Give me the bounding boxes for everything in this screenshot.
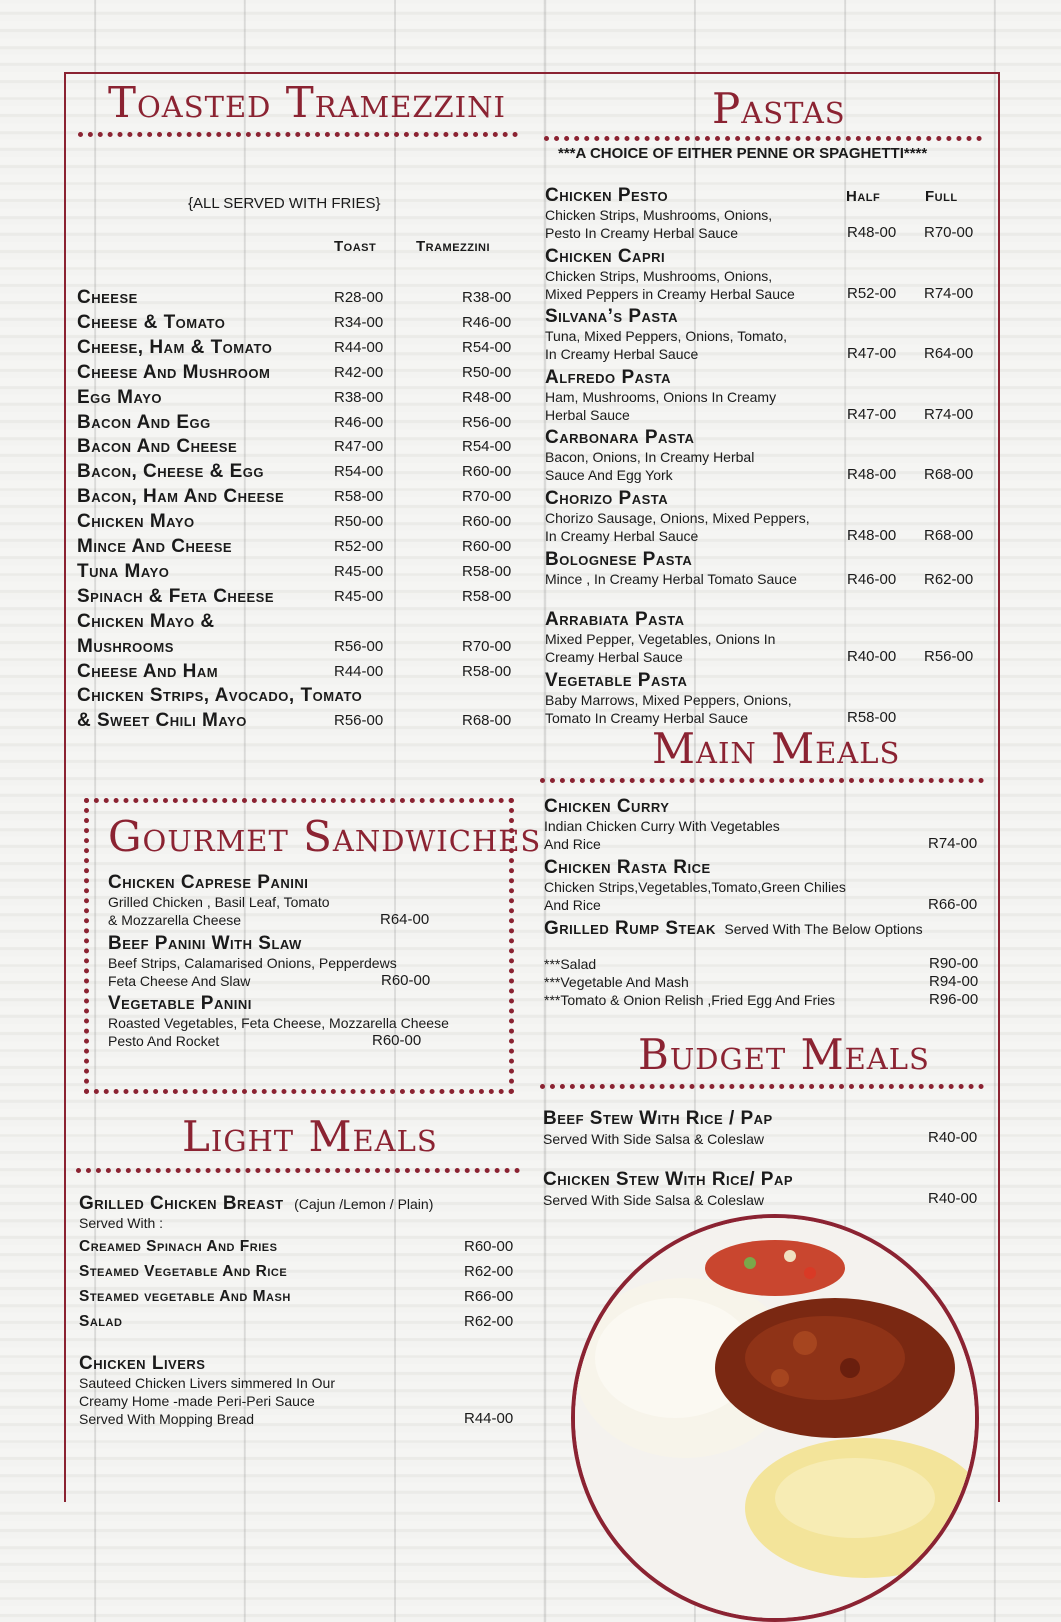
light-option-name: Steamed Vegetable And Rice <box>79 1263 288 1280</box>
pasta-half-price: R48-00 <box>847 527 897 544</box>
pasta-full-price: R68-00 <box>924 466 974 484</box>
steak-option-price: R96-00 <box>929 991 979 1008</box>
tramezzini-toast-price: R42-00 <box>334 363 384 381</box>
pasta-item-name: Silvana’s Pasta <box>545 306 678 328</box>
light-divider <box>76 1168 520 1173</box>
tramezzini-tram-price: R50-00 <box>462 363 512 381</box>
pasta-half-price: R52-00 <box>847 284 897 302</box>
pasta-item-desc: Ham, Mushrooms, Onions In Creamy <box>545 388 777 405</box>
tramezzini-item-name: Mushrooms <box>77 635 174 657</box>
tramezzini-item-name: Cheese <box>77 287 138 308</box>
rump-steak-note: Served With The Below Options <box>724 921 923 937</box>
pasta-item-name: Arrabiata Pasta <box>545 609 685 631</box>
pasta-item-name: Alfredo Pasta <box>545 366 672 388</box>
pasta-half-price: R58-00 <box>847 708 897 726</box>
main-item-name: Chicken Rasta Rice <box>544 857 711 878</box>
gourmet-item-desc: Roasted Vegetables, Feta Cheese, Mozzarella Cheese <box>108 1015 449 1031</box>
main-item-price: R66-00 <box>928 896 978 913</box>
main-divider <box>540 778 984 783</box>
steak-option-name: ***Tomato & Onion Relish ,Fried Egg And Fries <box>544 992 836 1008</box>
pasta-item-desc: Baby Marrows, Mixed Peppers, Onions, <box>545 691 792 708</box>
light-title: Light Meals <box>182 1112 438 1161</box>
pasta-half-price: R47-00 <box>847 345 897 363</box>
pasta-item-name: Bolognese Pasta <box>545 548 693 570</box>
rump-steak-row <box>544 918 923 940</box>
tramezzini-item-name: Chicken Strips, Avocado, Tomato <box>77 685 363 707</box>
tramezzini-item-name: Mince And Cheese <box>77 536 233 557</box>
pasta-item-desc: Bacon, Onions, In Creamy Herbal <box>545 449 755 466</box>
pastas-divider <box>544 136 982 141</box>
pasta-item-desc: Chicken Strips, Mushrooms, Onions, <box>545 267 773 284</box>
tramezzini-toast-price: R56-00 <box>334 712 384 730</box>
col-tramezzini-header: Tramezzini <box>416 238 491 255</box>
main-item-desc: Indian Chicken Curry With Vegetables <box>544 818 780 834</box>
tramezzini-toast-price: R56-00 <box>334 637 384 655</box>
pasta-item-desc: Sauce And Egg York <box>545 467 673 484</box>
col-toast-header: Toast <box>334 238 377 255</box>
pasta-full-price: R74-00 <box>924 405 974 423</box>
tramezzini-item-name: & Sweet Chili Mayo <box>77 710 247 732</box>
grilled-breast-row <box>79 1193 433 1215</box>
pasta-full-price: R56-00 <box>924 648 974 666</box>
pasta-item-name: Vegetable Pasta <box>545 669 688 691</box>
tramezzini-toast-price: R34-00 <box>334 313 384 331</box>
light-option-price: R62-00 <box>464 1263 514 1280</box>
tramezzini-item-name: Chicken Mayo <box>77 511 195 533</box>
tramezzini-tram-price: R56-00 <box>462 413 512 431</box>
tramezzini-tram-price: R60-00 <box>462 463 512 481</box>
steak-option-name: ***Salad <box>544 956 597 972</box>
budget-item-name: Chicken Stew With Rice/ Pap <box>543 1169 794 1190</box>
tramezzini-item-name: Cheese, Ham & Tomato <box>77 336 273 358</box>
tramezzini-item-name: Bacon, Ham And Cheese <box>77 486 285 508</box>
budget-item-desc: Served With Side Salsa & Coleslaw <box>543 1192 764 1208</box>
main-item-desc: And Rice <box>544 897 601 913</box>
light-option-name: Salad <box>79 1313 123 1330</box>
tramezzini-title: Toasted Tramezzini <box>108 78 506 127</box>
pasta-item-desc: Herbal Sauce <box>545 406 630 423</box>
light-option-name: Creamed Spinach And Fries <box>79 1238 278 1255</box>
tramezzini-tram-price: R48-00 <box>462 388 512 406</box>
pasta-item-name: Chicken Pesto <box>545 185 669 206</box>
pasta-item-desc: Creamy Herbal Sauce <box>545 649 683 666</box>
food-photo <box>571 1214 979 1622</box>
pasta-item-desc: Tomato In Creamy Herbal Sauce <box>545 709 749 726</box>
tramezzini-toast-price: R45-00 <box>334 562 384 580</box>
budget-item-price: R40-00 <box>928 1129 978 1146</box>
tramezzini-toast-price: R45-00 <box>334 587 384 605</box>
light-option-price: R62-00 <box>464 1313 514 1330</box>
chicken-livers-price: R44-00 <box>464 1410 514 1427</box>
chicken-livers-desc-2: Creamy Home -made Peri-Peri Sauce <box>79 1393 315 1409</box>
tramezzini-toast-price: R44-00 <box>334 662 384 680</box>
col-full-header: Full <box>925 188 958 205</box>
steak-option-name: ***Vegetable And Mash <box>544 974 689 990</box>
tramezzini-toast-price: R28-00 <box>334 289 384 306</box>
tramezzini-tram-price: R58-00 <box>462 562 512 580</box>
tramezzini-tram-price: R60-00 <box>462 513 512 531</box>
tramezzini-item-name: Cheese And Ham <box>77 660 219 682</box>
pasta-item-desc: Tuna, Mixed Peppers, Onions, Tomato, <box>545 328 788 345</box>
main-title: Main Meals <box>652 724 901 773</box>
tramezzini-divider <box>78 132 518 137</box>
tramezzini-tram-price: R54-00 <box>462 338 512 356</box>
tramezzini-item-name: Spinach & Feta Cheese <box>77 585 274 607</box>
gourmet-item-price: R60-00 <box>381 972 431 989</box>
tramezzini-toast-price: R38-00 <box>334 388 384 406</box>
gourmet-title: Gourmet Sandwiches <box>108 812 542 861</box>
pasta-full-price: R70-00 <box>924 224 974 241</box>
tramezzini-tram-price: R68-00 <box>462 712 512 730</box>
gourmet-item-desc: Grilled Chicken , Basil Leaf, Tomato <box>108 894 330 910</box>
col-half-header: Half <box>846 188 881 205</box>
pastas-title: Pastas <box>712 84 846 133</box>
light-option-price: R60-00 <box>464 1238 514 1255</box>
tramezzini-tram-price: R70-00 <box>462 637 512 655</box>
pasta-item-desc: In Creamy Herbal Sauce <box>545 528 699 544</box>
tramezzini-toast-price: R44-00 <box>334 338 384 356</box>
grilled-breast-options: (Cajun /Lemon / Plain) <box>294 1196 434 1212</box>
tramezzini-tram-price: R70-00 <box>462 488 512 506</box>
tramezzini-item-name: Bacon And Cheese <box>77 436 238 458</box>
main-item-name: Chicken Curry <box>544 796 670 817</box>
pasta-item-name: Chicken Capri <box>545 245 666 267</box>
gourmet-item-desc: Beef Strips, Calamarised Onions, Pepperdews <box>108 955 397 971</box>
chicken-livers-desc-1: Sauteed Chicken Livers simmered In Our <box>79 1375 335 1391</box>
pastas-note: ***A CHOICE OF EITHER PENNE OR SPAGHETTI**** <box>558 145 928 162</box>
gourmet-item-desc: Pesto And Rocket <box>108 1033 220 1049</box>
tramezzini-item-name: Egg Mayo <box>77 386 162 408</box>
pasta-half-price: R47-00 <box>847 405 897 423</box>
gourmet-item-name: Beef Panini With Slaw <box>108 933 302 954</box>
pasta-item-desc: Mixed Peppers in Creamy Herbal Sauce <box>545 285 795 302</box>
pasta-full-price: R74-00 <box>924 284 974 302</box>
tramezzini-tram-price: R46-00 <box>462 313 512 331</box>
pap-and-stew-image <box>575 1218 975 1618</box>
chicken-livers-desc-3: Served With Mopping Bread <box>79 1411 255 1427</box>
budget-divider <box>540 1084 984 1089</box>
pasta-item-name: Chorizo Pasta <box>545 488 669 509</box>
steak-option-price: R90-00 <box>929 955 979 972</box>
pasta-item-desc: Chorizo Sausage, Onions, Mixed Peppers, <box>545 510 810 526</box>
pasta-full-price: R68-00 <box>924 527 974 544</box>
gourmet-item-desc: & Mozzarella Cheese <box>108 912 242 928</box>
light-option-price: R66-00 <box>464 1288 514 1305</box>
tramezzini-tram-price: R58-00 <box>462 662 512 680</box>
tramezzini-tram-price: R58-00 <box>462 587 512 605</box>
tramezzini-toast-price: R54-00 <box>334 463 384 481</box>
main-item-desc: Chicken Strips,Vegetables,Tomato,Green Chilies <box>544 879 846 895</box>
served-with-label: Served With : <box>79 1215 164 1231</box>
budget-item-name: Beef Stew With Rice / Pap <box>543 1108 773 1129</box>
tramezzini-tram-price: R38-00 <box>462 289 512 306</box>
tramezzini-toast-price: R50-00 <box>334 513 384 531</box>
tramezzini-item-name: Chicken Mayo & <box>77 610 215 632</box>
budget-item-price: R40-00 <box>928 1190 978 1207</box>
tramezzini-toast-price: R52-00 <box>334 538 384 555</box>
tramezzini-item-name: Tuna Mayo <box>77 560 170 582</box>
tramezzini-toast-price: R46-00 <box>334 413 384 431</box>
pasta-item-desc: Chicken Strips, Mushrooms, Onions, <box>545 207 773 223</box>
pasta-half-price: R46-00 <box>847 570 897 588</box>
steak-option-price: R94-00 <box>929 973 979 990</box>
tramezzini-item-name: Bacon, Cheese & Egg <box>77 461 265 483</box>
pasta-item-desc: Pesto In Creamy Herbal Sauce <box>545 225 738 241</box>
tramezzini-toast-price: R47-00 <box>334 438 384 456</box>
pasta-half-price: R40-00 <box>847 648 897 666</box>
pasta-full-price: R64-00 <box>924 345 974 363</box>
rump-steak-name: Grilled Rump Steak <box>544 918 716 939</box>
gourmet-item-price: R64-00 <box>380 911 430 928</box>
main-item-price: R74-00 <box>928 835 978 852</box>
light-option-name: Steamed vegetable And Mash <box>79 1288 291 1305</box>
gourmet-item-price: R60-00 <box>372 1032 422 1049</box>
pasta-item-desc: Mince , In Creamy Herbal Tomato Sauce <box>545 570 797 587</box>
gourmet-item-desc: Feta Cheese And Slaw <box>108 973 251 989</box>
main-item-desc: And Rice <box>544 836 601 852</box>
tramezzini-tram-price: R54-00 <box>462 438 512 456</box>
tramezzini-item-name: Cheese And Mushroom <box>77 361 271 383</box>
gourmet-item-name: Chicken Caprese Panini <box>108 872 309 893</box>
pasta-half-price: R48-00 <box>847 466 897 484</box>
pasta-item-desc: In Creamy Herbal Sauce <box>545 346 699 363</box>
tramezzini-note: {ALL SERVED WITH FRIES} <box>188 195 381 212</box>
grilled-breast-name: Grilled Chicken Breast <box>79 1193 284 1214</box>
chicken-livers-name: Chicken Livers <box>79 1353 206 1374</box>
gourmet-item-name: Vegetable Panini <box>108 993 252 1014</box>
pasta-item-name: Carbonara Pasta <box>545 427 695 449</box>
budget-item-desc: Served With Side Salsa & Coleslaw <box>543 1131 764 1147</box>
pasta-full-price: R62-00 <box>924 570 974 588</box>
pasta-item-desc: Mixed Pepper, Vegetables, Onions In <box>545 631 776 648</box>
budget-title: Budget Meals <box>638 1030 930 1079</box>
tramezzini-item-name: Cheese & Tomato <box>77 311 226 333</box>
tramezzini-toast-price: R58-00 <box>334 488 384 506</box>
pasta-half-price: R48-00 <box>847 224 897 241</box>
tramezzini-tram-price: R60-00 <box>462 538 512 555</box>
tramezzini-item-name: Bacon And Egg <box>77 411 211 433</box>
